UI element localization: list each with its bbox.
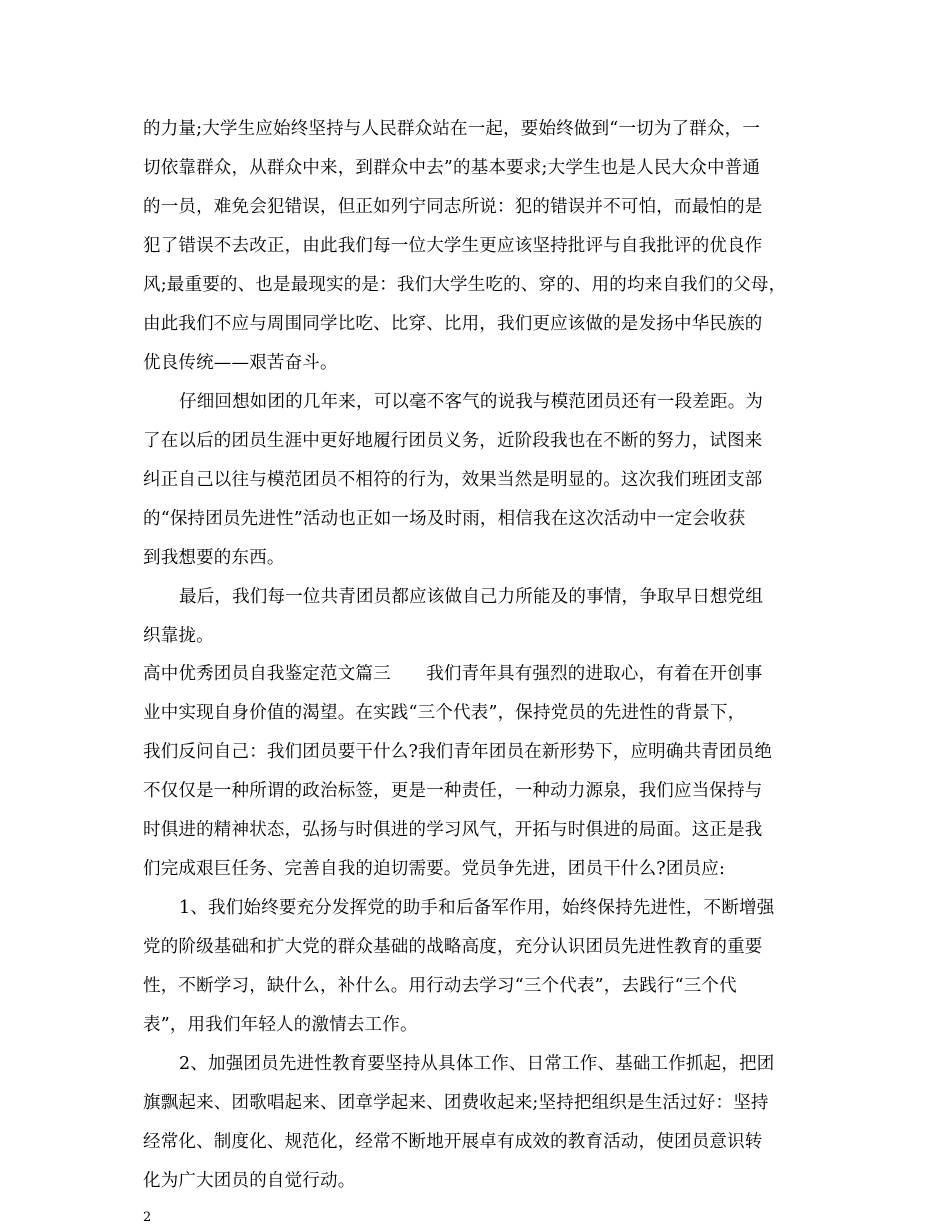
text-line: 的一员，难免会犯错误，但正如列宁同志所说：犯的错误并不可怕，而最怕的是 bbox=[143, 197, 763, 217]
text-line: 的“保持团员先进性”活动也正如一场及时雨，相信我在这次活动中一定会收获 bbox=[143, 509, 746, 529]
text-line: 们完成艰巨任务、完善自我的迫切需要。党员争先进，团员干什么?团员应: bbox=[143, 859, 726, 879]
text-line: 风;最重要的、也是最现实的是：我们大学生吃的、穿的、用的均来自我们的父母， bbox=[143, 275, 787, 295]
text-line: 到我想要的东西。 bbox=[143, 548, 285, 568]
section-heading-line: 高中优秀团员自我鉴定范文篇三 我们青年具有强烈的进取心，有着在开创事 bbox=[143, 664, 763, 684]
paragraph-start-line: 1、我们始终要充分发挥党的助手和后备军作用，始终保持先进性，不断增强 bbox=[179, 898, 775, 918]
paragraph-start-line: 仔细回想如团的几年来，可以毫不客气的说我与模范团员还有一段差距。为 bbox=[179, 392, 764, 412]
text-line: 由此我们不应与周围同学比吃、比穿、比用，我们更应该做的是发扬中华民族的 bbox=[143, 314, 763, 334]
paragraph-start-line: 2、加强团员先进性教育要坚持从具体工作、日常工作、基础工作抓起，把团 bbox=[179, 1054, 775, 1074]
text-line: 切依靠群众，从群众中来，到群众中去”的基本要求;大学生也是人民大众中普通 bbox=[143, 158, 761, 178]
text-line: 我们反问自己：我们团员要干什么?我们青年团员在新形势下，应明确共青团员绝 bbox=[143, 742, 773, 762]
text-line: 犯了错误不去改正，由此我们每一位大学生更应该坚持批评与自我批评的优良作 bbox=[143, 236, 763, 256]
text-line: 业中实现自身价值的渴望。在实践“三个代表”，保持党员的先进性的背景下， bbox=[143, 703, 746, 723]
text-line: 了在以后的团员生涯中更好地履行团员义务，近阶段我也在不断的努力，试图来 bbox=[143, 431, 763, 451]
text-line: 化为广大团员的自觉行动。 bbox=[143, 1171, 356, 1191]
text-line: 纠正自己以往与模范团员不相符的行为，效果当然是明显的。这次我们班团支部 bbox=[143, 470, 763, 490]
text-line: 不仅仅是一种所谓的政治标签，更是一种责任，一种动力源泉，我们应当保持与 bbox=[143, 781, 763, 801]
text-line: 时俱进的精神状态，弘扬与时俱进的学习风气，开拓与时俱进的局面。这正是我 bbox=[143, 820, 763, 840]
text-line: 表”，用我们年轻人的激情去工作。 bbox=[143, 1015, 418, 1035]
text-line: 经常化、制度化、规范化，经常不断地开展卓有成效的教育活动，使团员意识转 bbox=[143, 1132, 763, 1152]
text-line: 性，不断学习，缺什么，补什么。用行动去学习“三个代表”，去践行“三个代 bbox=[143, 976, 737, 996]
paragraph-start-line: 最后，我们每一位共青团员都应该做自己力所能及的事情，争取早日想党组 bbox=[179, 587, 764, 607]
text-line: 党的阶级基础和扩大党的群众基础的战略高度，充分认识团员先进性教育的重要 bbox=[143, 937, 763, 957]
page-number: 2 bbox=[143, 1210, 152, 1225]
text-line: 旗飘起来、团歌唱起来、团章学起来、团费收起来;坚持把组织是生活过好：坚持 bbox=[143, 1093, 769, 1113]
text-line: 的力量;大学生应始终坚持与人民群众站在一起，要始终做到“一切为了群众，一 bbox=[143, 119, 761, 139]
text-line: 织靠拢。 bbox=[143, 626, 214, 646]
text-line: 优良传统——艰苦奋斗。 bbox=[143, 353, 338, 373]
